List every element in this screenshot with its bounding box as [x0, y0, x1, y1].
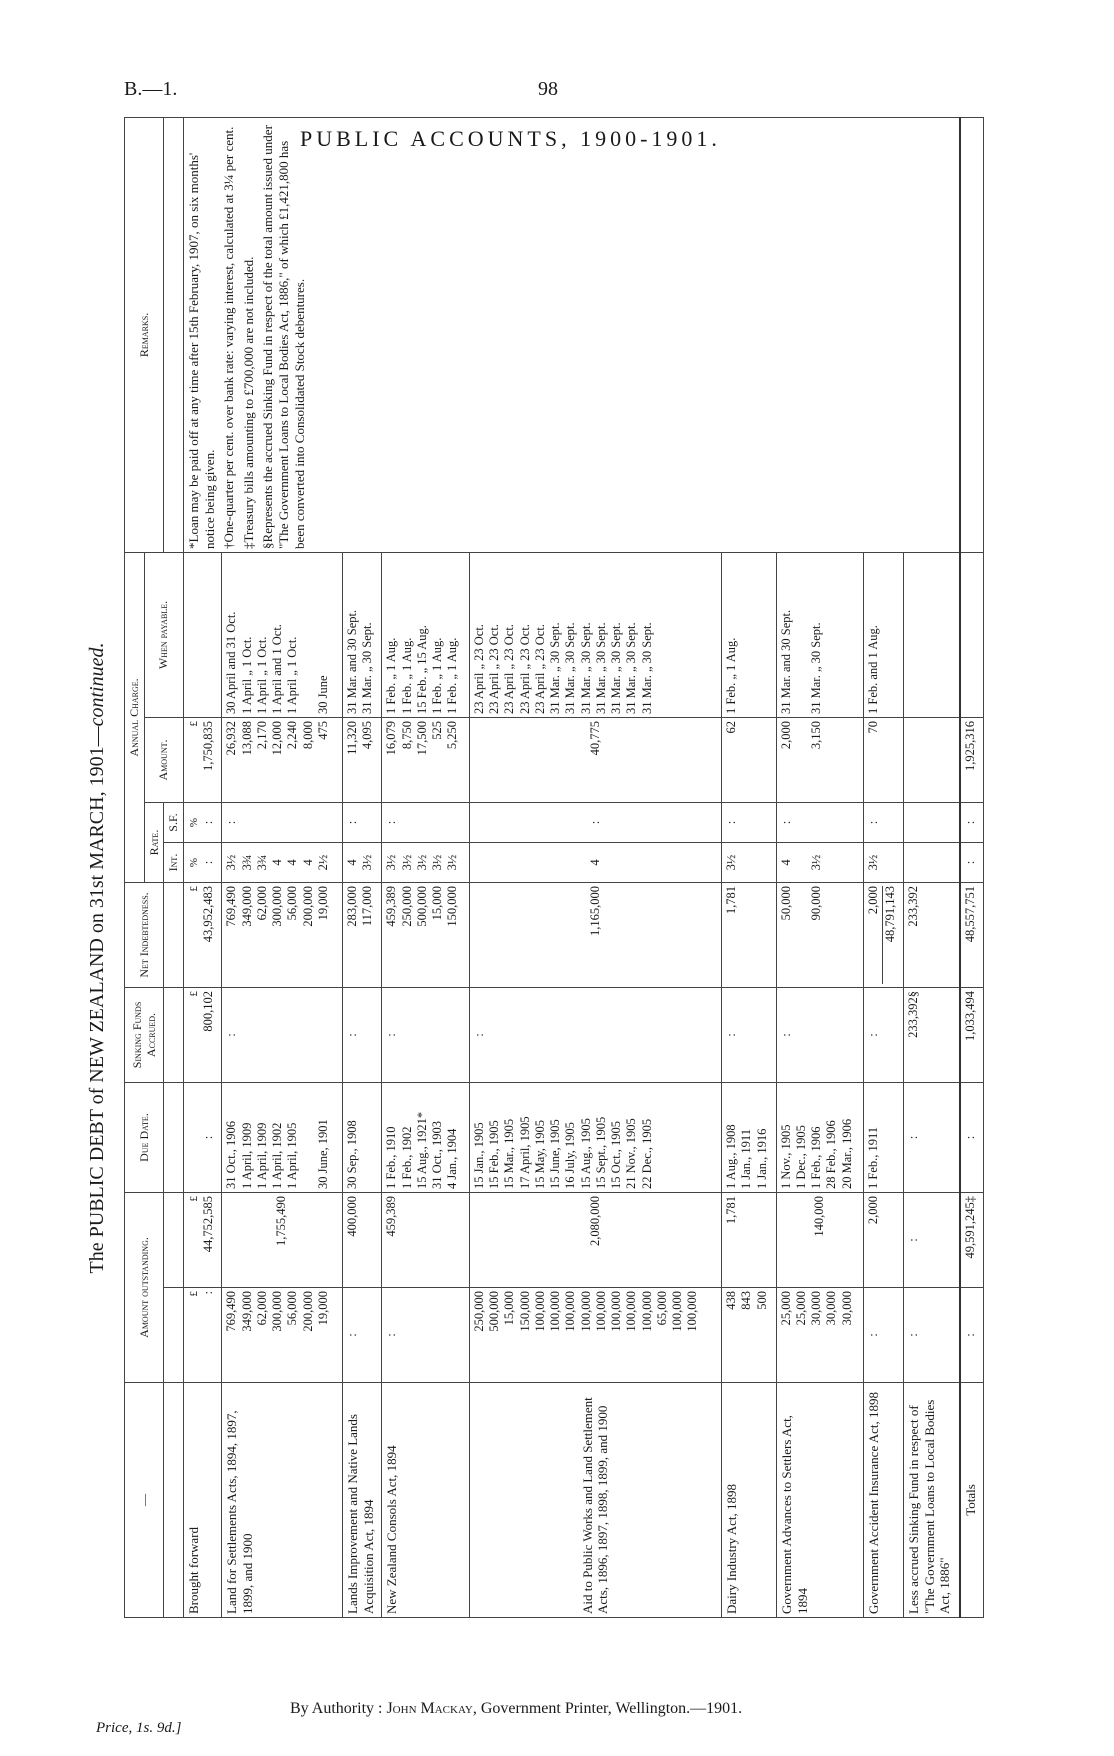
public-debt-table	[124, 117, 984, 1618]
header-blank-remarks	[164, 117, 184, 552]
cell-total: 459,389	[382, 1193, 470, 1288]
cell-total: 140,000	[776, 1193, 864, 1288]
cell-net: 50,000 90,000	[776, 883, 864, 988]
page-title: PUBLIC ACCOUNTS, 1900-1901.	[300, 126, 721, 151]
header-blank	[164, 1383, 184, 1618]
cell-int: 3½	[722, 843, 777, 883]
cell-items: 25,000 25,000 30,000 30,000 30,000	[776, 1288, 864, 1383]
row-label-totals: Totals	[960, 1383, 983, 1618]
cell-sf: :	[469, 803, 721, 843]
cell-due: :	[960, 1083, 983, 1193]
cell-total: 400,000	[342, 1193, 382, 1288]
header-blank-items	[164, 1288, 184, 1383]
cell-remarks	[960, 117, 983, 552]
cell-amount: 16,079 8,750 17,500 525 5,250	[382, 718, 470, 803]
col-header-rate: Rate.	[144, 803, 164, 883]
cell-amount	[903, 718, 960, 803]
cell-items: £ :	[183, 1288, 221, 1383]
cell-sinking: :	[382, 988, 470, 1083]
cell-payable	[903, 552, 960, 717]
cell-payable: 1 Feb. and 1 Aug.	[864, 552, 903, 717]
remarks-cell	[183, 117, 960, 552]
table-title-continued: continued.	[86, 642, 108, 727]
header-blank-net	[164, 883, 184, 988]
cell-amount: 40,775	[469, 718, 721, 803]
cell-int: 3½ 3½ 3½ 3½ 3½	[382, 843, 470, 883]
cell-payable	[183, 552, 221, 717]
cell-amount: 62	[722, 718, 777, 803]
cell-net: 769,490 349,000 62,000 300,000 56,000 200,000 19,000	[222, 883, 342, 988]
cell-sf: :	[382, 803, 470, 843]
cell-int	[903, 843, 960, 883]
cell-int: 3½	[864, 843, 903, 883]
cell-sinking: :	[469, 988, 721, 1083]
header-row-3	[164, 117, 184, 1617]
cell-payable: 1 Feb. „ 1 Aug. 1 Feb. „ 1 Aug. 15 Feb. „ 15 Aug. 1 Feb. „ 1 Aug. 1 Feb. „ 1 Aug.	[382, 552, 470, 717]
col-header-remarks: Remarks.	[125, 117, 164, 552]
cell-int: 4	[469, 843, 721, 883]
cell-total: 49,591,245‡	[960, 1193, 983, 1288]
page-number: 98	[538, 78, 558, 100]
cell-amount: 2,000 3,150	[776, 718, 864, 803]
cell-total: £ 44,752,585	[183, 1193, 221, 1288]
cell-due: 30 Sep., 1908	[342, 1083, 382, 1193]
header-blank-totals	[164, 1193, 184, 1288]
table-title-main: The PUBLIC DEBT of NEW ZEALAND on 31st MARCH, 1901—	[86, 726, 108, 1274]
cell-sf: :	[864, 803, 903, 843]
cell-amount: 11,320 4,095	[342, 718, 382, 803]
cell-due: 15 Jan., 1905 15 Feb., 1905 15 Mar., 1905 17 April, 1905 15 May, 1905 15 June, 1905 16 July, 1905 15 Aug., 1905 15 Sept., 1905 15 Oct., 1905 21 Nov., 1905 22 Dec., 1905	[469, 1083, 721, 1193]
cell-due: 1 Aug., 1908 1 Jan., 1911 1 Jan., 1916	[722, 1083, 777, 1193]
cell-items: 438 843 500	[722, 1288, 777, 1383]
cell-payable: 1 Feb. „ 1 Aug.	[722, 552, 777, 717]
cell-sf: :	[342, 803, 382, 843]
cell-items: :	[342, 1288, 382, 1383]
authority-label: By Authority :	[290, 1700, 383, 1717]
cell-net: 283,000 117,000	[342, 883, 382, 988]
cell-amount: 1,925,316	[960, 718, 983, 803]
col-header-sinking-funds: Sinking Funds Accrued.	[125, 988, 164, 1083]
cell-total: 2,000	[864, 1193, 903, 1288]
cell-due: 1 Feb., 1910 1 Feb., 1902 15 Aug., 1921* 31 Oct., 1903 4 Jan., 1904	[382, 1083, 470, 1193]
cell-int: :	[960, 843, 983, 883]
cell-payable: 23 April „ 23 Oct. 23 April „ 23 Oct. 23 April „ 23 Oct. 23 April „ 23 Oct. 23 April „ 23 Oct. 31 Mar. „ 30 Sept. 31 Mar. „ 30 Sept. 31 Mar. „ 30 Sept. 31 Mar. „ 30 Sept. 31 Mar. „ 30 Sept. 31 Mar. „ 30 Sept. 31 Mar. „ 30 Sept.	[469, 552, 721, 717]
cell-payable: 30 April and 31 Oct. 1 April „ 1 Oct. 1 April „ 1 Oct. 1 April and 1 Oct. 1 April „ 1 Oct. 30 June	[222, 552, 342, 717]
cell-items: 769,490 349,000 62,000 300,000 56,000 200,000 19,000	[222, 1288, 342, 1383]
cell-sinking: :	[864, 988, 903, 1083]
cell-net: £ 43,952,483	[183, 883, 221, 988]
col-header-rate-int: Int.	[164, 843, 184, 883]
row-label-consols: New Zealand Consols Act, 1894	[382, 1383, 470, 1618]
cell-total: 1,755,490	[222, 1193, 342, 1288]
cell-sf	[903, 803, 960, 843]
printer-credit	[290, 1700, 742, 1718]
cell-items: :	[903, 1288, 960, 1383]
cell-int: 4 3½	[776, 843, 864, 883]
row-label-land-settlements: Land for Settlements Acts, 1894, 1897, 1899, and 1900	[222, 1383, 342, 1618]
row-label-brought-forward: Brought forward	[183, 1383, 221, 1618]
cell-subtotal-net: 48,791,143	[882, 886, 898, 984]
col-header-when-payable: When payable.	[144, 552, 183, 717]
cell-payable: 31 Mar. and 30 Sept. 31 Mar. „ 30 Sept.	[776, 552, 864, 717]
header-blank-sinking	[164, 988, 184, 1083]
cell-total: 1,781	[722, 1193, 777, 1288]
cell-due: 1 Nov., 1905 1 Dec., 1905 1 Feb., 1906 28 Feb., 1906 20 Mar., 1906	[776, 1083, 864, 1193]
cell-int: 3½ 3¾ 3¾ 4 4 4 2½	[222, 843, 342, 883]
row-label-accident: Government Accident Insurance Act, 1898	[864, 1383, 903, 1618]
printer-name: John Mackay,	[386, 1700, 477, 1717]
col-header-description: —	[125, 1383, 164, 1618]
cell-net: 48,557,751	[960, 883, 983, 988]
col-header-rate-sf: S.F.	[164, 803, 184, 843]
cell-total: 2,080,000	[469, 1193, 721, 1288]
header-blank-due	[164, 1083, 184, 1193]
cell-sinking: 1,033,494	[960, 988, 983, 1083]
cell-amount: 26,932 13,088 2,170 12,000 2,240 8,000 475	[222, 718, 342, 803]
col-header-annual-charge: Annual Charge.	[125, 552, 145, 882]
col-header-amount: Amount.	[144, 718, 183, 803]
cell-items: :	[960, 1288, 983, 1383]
cell-net: 459,389 250,000 500,000 15,000 150,000	[382, 883, 470, 988]
cell-net: 2,000 48,791,143	[864, 883, 903, 988]
cell-sinking: :	[342, 988, 382, 1083]
debt-table-container	[124, 118, 984, 1618]
cell-amount: 70	[864, 718, 903, 803]
cell-net: 1,781	[722, 883, 777, 988]
series-number: B.—1.	[124, 78, 178, 100]
col-header-amount-outstanding: Amount outstanding.	[125, 1193, 164, 1383]
row-label-less-sinking: Less accrued Sinking Fund in respect of "The Government Loans to Local Bodies Act, 1886"	[903, 1383, 960, 1618]
cell-total: :	[903, 1193, 960, 1288]
cell-sinking: 233,392§	[903, 988, 960, 1083]
cell-net: 233,392	[903, 883, 960, 988]
row-label-advances: Government Advances to Settlers Act, 1894	[776, 1383, 864, 1618]
header-row-1	[125, 117, 145, 1617]
remark-2: †One-quarter per cent. over bank rate: varying interest, calculated at 3¼ per cent.	[221, 126, 237, 549]
cell-int: % :	[183, 843, 221, 883]
row-label-lands-improvement: Lands Improvement and Native Lands Acquisition Act, 1894	[342, 1383, 382, 1618]
col-header-net-indebtedness: Net Indebtedness.	[125, 883, 164, 988]
row-label-dairy: Dairy Industry Act, 1898	[722, 1383, 777, 1618]
price-note: Price, 1s. 9d.]	[96, 1720, 182, 1736]
cell-net: 1,165,000	[469, 883, 721, 988]
cell-sinking: £ 800,102	[183, 988, 221, 1083]
cell-due: 31 Oct., 1906 1 April, 1909 1 April, 1909 1 April, 1902 1 April, 1905 30 June, 1901	[222, 1083, 342, 1193]
cell-sf: :	[722, 803, 777, 843]
row-label-public-works: Aid to Public Works and Land Settlement Acts, 1896, 1897, 1898, 1899, and 1900	[469, 1383, 721, 1618]
table-row	[183, 117, 221, 1617]
remark-3: ‡Treasury bills amounting to £700,000 are not included.	[240, 256, 256, 549]
cell-due: 1 Feb., 1911	[864, 1083, 903, 1193]
remark-1: *Loan may be paid off at any time after 15th February, 1907, on six months' notice being given.	[185, 152, 218, 549]
cell-sinking: :	[776, 988, 864, 1083]
cell-sf: :	[222, 803, 342, 843]
cell-amount: £ 1,750,835	[183, 718, 221, 803]
cell-sinking: :	[722, 988, 777, 1083]
printer-details: Government Printer, Wellington.—1901.	[480, 1700, 743, 1717]
cell-int: 4 3½	[342, 843, 382, 883]
cell-due: :	[903, 1083, 960, 1193]
table-title	[86, 548, 126, 1368]
cell-sf: :	[776, 803, 864, 843]
cell-payable: 31 Mar. and 30 Sept. 31 Mar. „ 30 Sept.	[342, 552, 382, 717]
col-header-due-date: Due Date.	[125, 1083, 164, 1193]
cell-items: :	[864, 1288, 903, 1383]
totals-row	[960, 117, 983, 1617]
remark-4: §Represents the accrued Sinking Fund in respect of the total amount issued under "The Government Loans to Local Bodies Act, 1886," of which £1,421,800 has been converted into Consolidated Stock debentures.	[259, 125, 308, 549]
cell-sinking: :	[222, 988, 342, 1083]
cell-sf: :	[960, 803, 983, 843]
cell-sf: % :	[183, 803, 221, 843]
cell-due: :	[183, 1083, 221, 1193]
cell-items: :	[382, 1288, 470, 1383]
cell-items: 250,000 500,000 15,000 150,000 100,000 100,000 100,000 100,000 100,000 100,000 100,000 100,000 65,000 100,000 100,000	[469, 1288, 721, 1383]
cell-payable	[960, 552, 983, 717]
